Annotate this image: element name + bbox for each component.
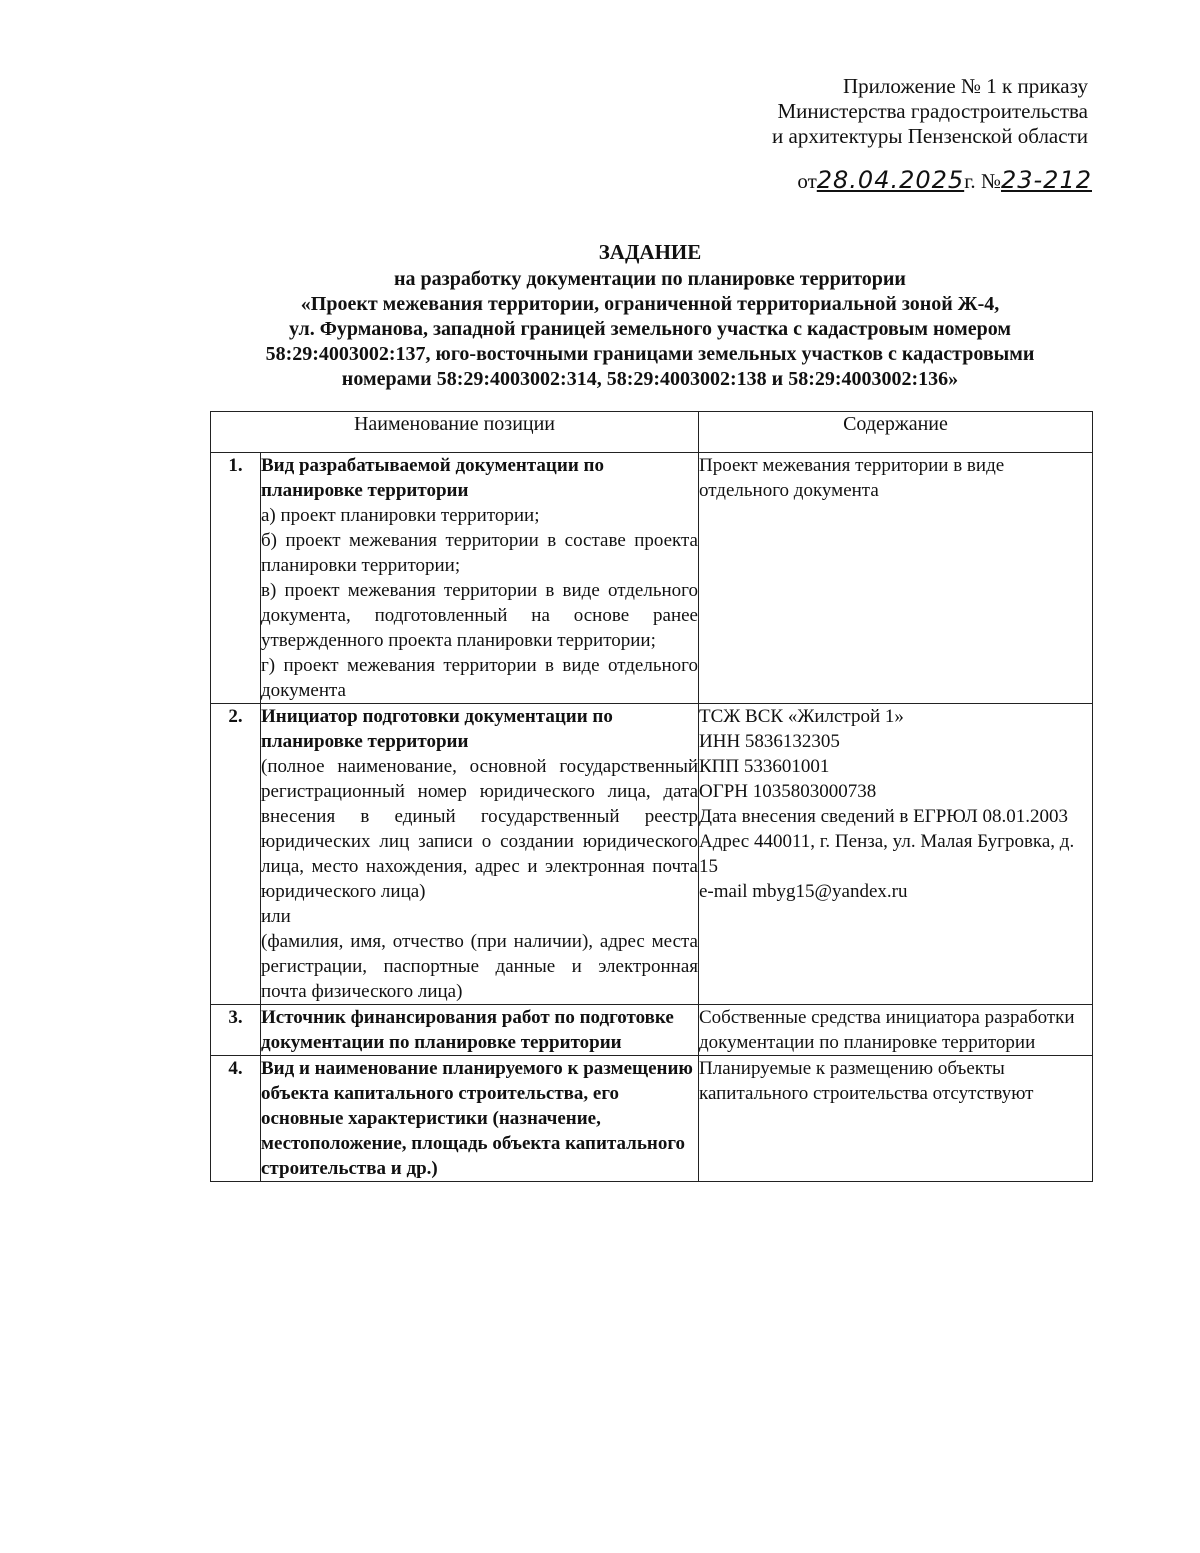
title-line-4: 58:29:4003002:137, юго-восточными границами земельных участков с кадастровыми (265, 343, 1035, 365)
title-line-3: ул. Фурманова, западной границей земельного участка с кадастровым номером (288, 318, 1012, 340)
content-line: КПП 533601001 (699, 756, 830, 777)
position-cell (261, 453, 699, 704)
table-row (211, 1056, 1093, 1182)
table-row (211, 453, 1093, 704)
table-header-row (211, 412, 1093, 453)
row-number: 2. (211, 704, 261, 1005)
position-item: г) проект межевания территории в виде отдельного документа (261, 655, 698, 701)
position-item: или (261, 906, 291, 927)
appendix-line-3: и архитектуры Пензенской области (772, 124, 1088, 148)
title-line-5: номерами 58:29:4003002:314, 58:29:4003002:138 и 58:29:4003002:136» (341, 368, 959, 390)
position-cell (261, 1005, 699, 1056)
column-header-position: Наименование позиции (211, 412, 699, 453)
content-cell (699, 1005, 1093, 1056)
column-header-content: Содержание (699, 412, 1093, 453)
content-line: Проект межевания территории в виде отдельного документа (699, 455, 1005, 501)
document-title (200, 240, 1100, 392)
table-body (211, 453, 1093, 1182)
table-row (211, 704, 1093, 1005)
content-line: ОГРН 1035803000738 (699, 781, 877, 802)
order-number: 23-212 (1000, 166, 1092, 194)
position-title: Источник финансирования работ по подготовке документации по планировке территории (261, 1007, 674, 1053)
year-suffix: г. (964, 169, 976, 193)
number-prefix: № (980, 169, 1001, 193)
content-cell (699, 704, 1093, 1005)
row-number: 3. (211, 1005, 261, 1056)
position-title: Вид разрабатываемой документации по планировке территории (261, 455, 604, 501)
content-line: ТСЖ ВСК «Жилстрой 1» (699, 706, 904, 727)
position-title: Вид и наименование планируемого к размещению объекта капитального строительства, его основные характеристики (назначение, местоположение, площадь объекта капитального строительства и др.) (261, 1058, 693, 1179)
position-item: б) проект межевания территории в составе проекта планировки территории; (261, 530, 698, 576)
title-line-1: на разработку документации по планировке территории (394, 268, 906, 290)
date-prefix: от (797, 169, 817, 193)
position-item: (фамилия, имя, отчество (при наличии), адрес места регистрации, паспортные данные и электронная почта физического лица) (261, 931, 698, 1002)
content-cell (699, 1056, 1093, 1182)
position-cell (261, 704, 699, 1005)
row-number: 4. (211, 1056, 261, 1182)
order-date-line (797, 166, 1092, 194)
content-line: Собственные средства инициатора разработки документации по планировке территории (699, 1007, 1075, 1053)
positions-table (210, 411, 1093, 1182)
content-line: Планируемые к размещению объекты капитального строительства отсутствуют (699, 1058, 1034, 1104)
content-line: e-mail mbyg15@yandex.ru (699, 881, 908, 902)
appendix-header (772, 74, 1088, 149)
content-line: ИНН 5836132305 (699, 731, 840, 752)
content-cell (699, 453, 1093, 704)
position-item: в) проект межевания территории в виде отдельного документа, подготовленный на основе ранее утвержденного проекта планировки территории; (261, 580, 698, 651)
appendix-line-1: Приложение № 1 к приказу (843, 74, 1088, 98)
position-item: (полное наименование, основной государственный регистрационный номер юридического лица, дата внесения в единый государственный реестр юридических лиц записи о создании юридического лица, место нахождения, адрес и электронная почта юридического лица) (261, 756, 698, 902)
row-number: 1. (211, 453, 261, 704)
position-title: Инициатор подготовки документации по планировке территории (261, 706, 613, 752)
appendix-line-2: Министерства градостроительства (777, 99, 1088, 123)
order-date: 28.04.2025 (816, 166, 965, 194)
table-row (211, 1005, 1093, 1056)
page-title: ЗАДАНИЕ (598, 240, 702, 264)
content-line: Дата внесения сведений в ЕГРЮЛ 08.01.2003 (699, 806, 1069, 827)
content-line: Адрес 440011, г. Пенза, ул. Малая Бугровка, д. 15 (699, 831, 1075, 877)
position-item: а) проект планировки территории; (261, 505, 540, 526)
title-line-2: «Проект межевания территории, ограниченной территориальной зоной Ж-4, (300, 293, 1000, 315)
position-cell (261, 1056, 699, 1182)
